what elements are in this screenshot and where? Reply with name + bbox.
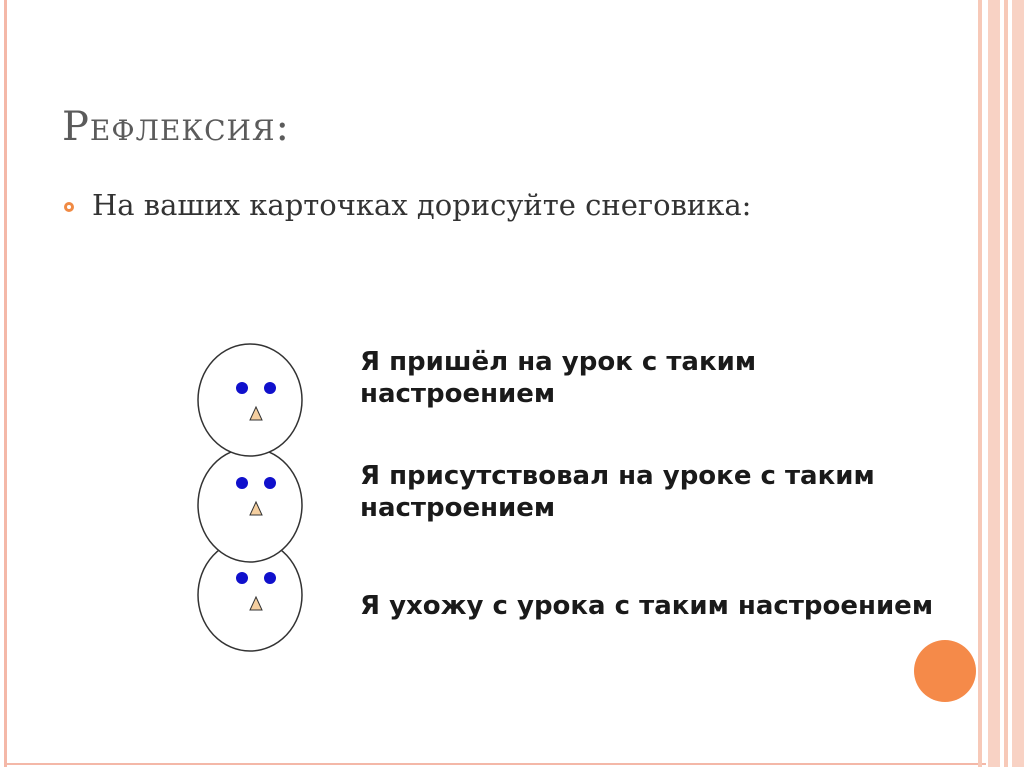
slide-border-bottom — [4, 763, 986, 765]
decorative-stripe — [1012, 0, 1024, 767]
decorative-orange-circle — [914, 640, 976, 702]
bullet-text: На ваших карточках дорисуйте снеговика: — [92, 188, 752, 222]
snowman-middle-circle — [198, 448, 302, 562]
eye-icon — [264, 572, 276, 584]
mood-label-leaving: Я ухожу с урока с таким настроением — [360, 591, 934, 621]
snowman-drawing — [190, 340, 320, 660]
bullet-icon — [64, 202, 74, 212]
eye-icon — [264, 477, 276, 489]
eye-icon — [236, 382, 248, 394]
mood-label-arrival: Я пришёл на урок с таким настроением — [360, 347, 757, 409]
slide-border-left — [4, 0, 7, 767]
mood-label-during: Я присутствовал на уроке с таким настроением — [360, 461, 875, 523]
eye-icon — [236, 572, 248, 584]
decorative-stripe — [988, 0, 1000, 767]
eye-icon — [236, 477, 248, 489]
eye-icon — [264, 382, 276, 394]
bullet-item — [64, 188, 751, 222]
slide-title: Рефлексия: — [62, 104, 291, 150]
decorative-stripe — [978, 0, 982, 767]
snowman-top-circle — [198, 344, 302, 456]
decorative-stripe — [1004, 0, 1008, 767]
